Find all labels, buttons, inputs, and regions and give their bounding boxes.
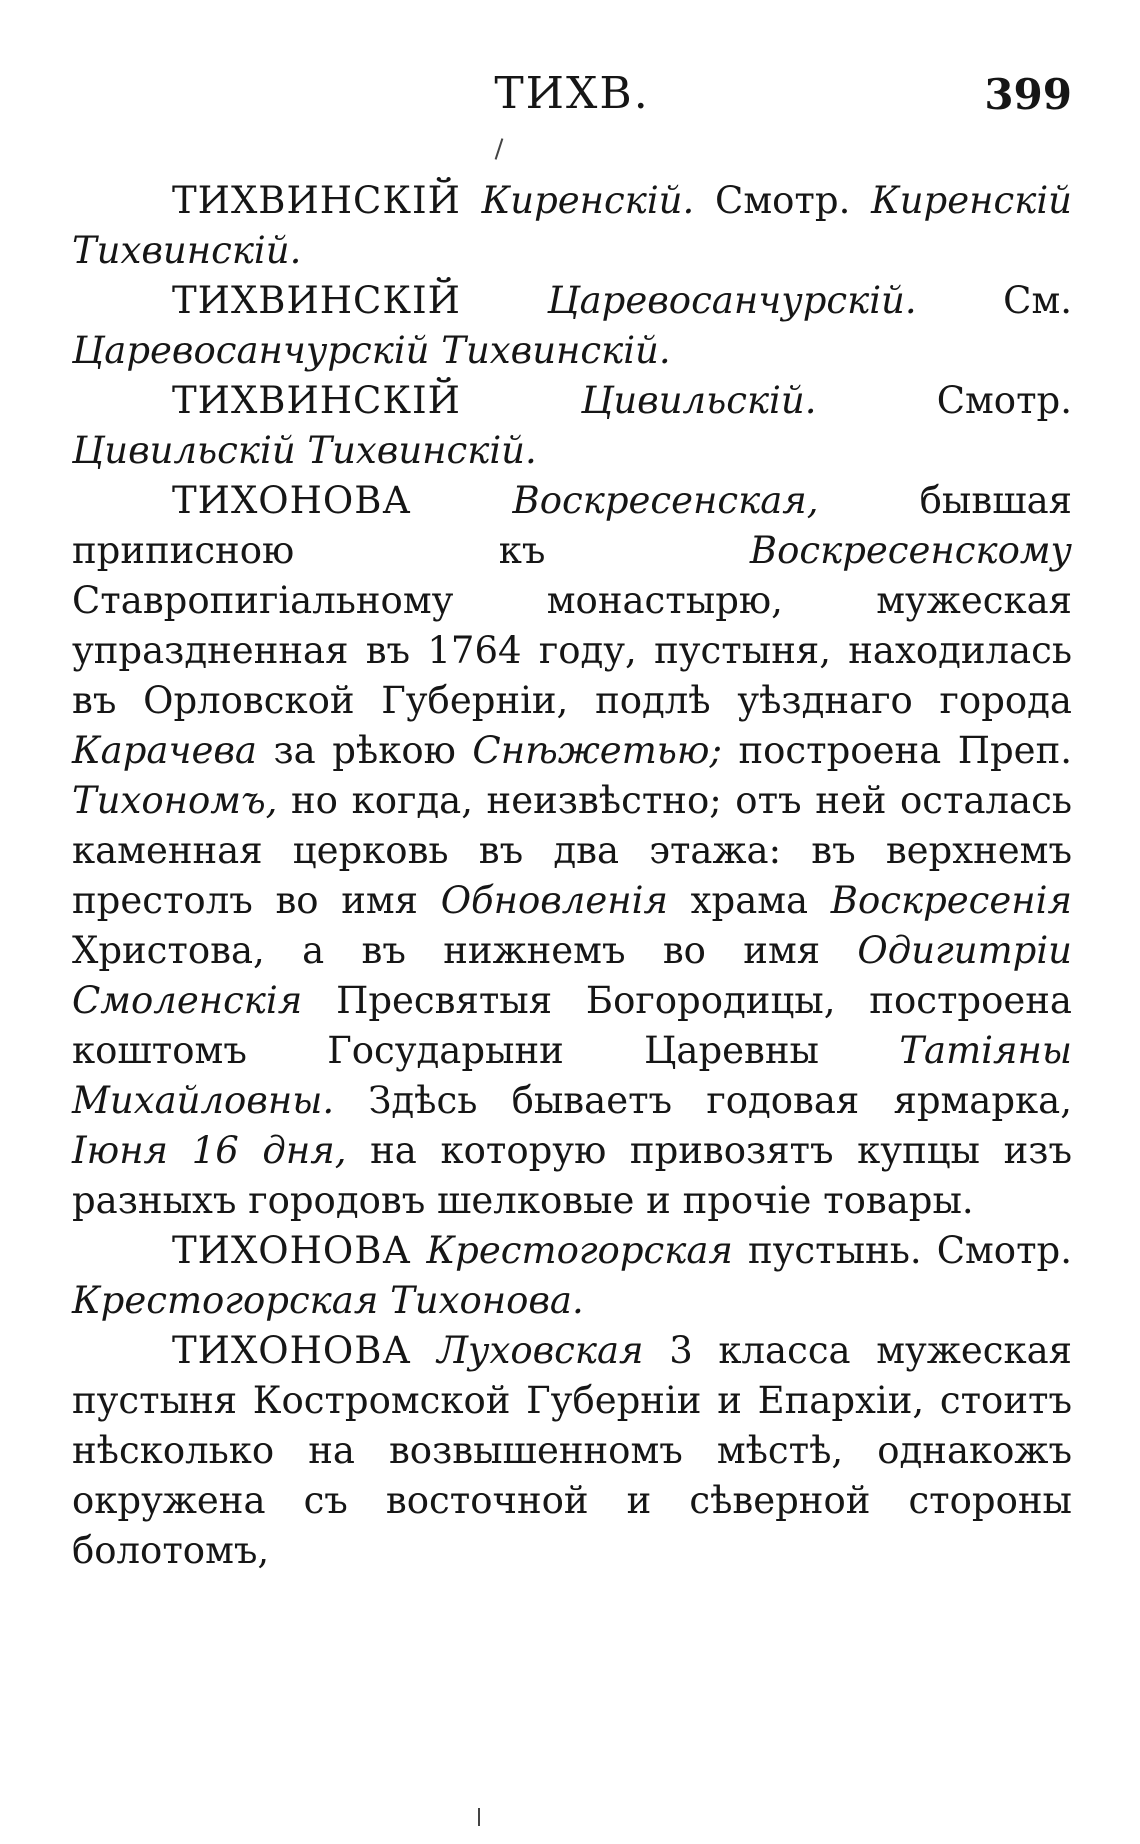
entry-italic-3: Карачева [72,729,257,772]
entry-tikhvinsky-tsarevosanchursky [72,276,1072,376]
entry-text-1: пустынь. Смотр. [732,1229,1072,1272]
entry-italic-8: Одигитріи Смоленскія [72,929,1072,1022]
entry-text-9: Здѣсь бываетъ годовая ярмарка, [334,1079,1072,1122]
entry-tikhvinsky-tsivilsky [72,376,1072,476]
entry-text-6: храма [667,879,831,922]
entry-italic-7: Воскресенія [830,879,1072,922]
entry-text-1: Смотр. [816,379,1072,422]
entry-text-7: Христова, а въ нижнемъ во имя [72,929,858,972]
entry-text-5: но когда, неизвѣстно; отъ ней осталась каменная церковь въ два этажа: въ верхнемъ престолъ во имя [72,779,1072,922]
running-head [72,50,1072,136]
entry-italic-4: Снѣжетью; [472,729,722,772]
print-speck [478,1808,480,1826]
entry-tikhonova-lukhovskaya [72,1326,1072,1576]
entry-text-10: на которую привозятъ купцы изъ разныхъ городовъ шелковые и прочіе товары. [72,1129,1072,1222]
entry-tikhvinsky-kirensky [72,176,1072,276]
page-text [72,176,1072,1576]
running-head-word: ТИХВ. [494,68,650,119]
entry-italic-2: Цивильскій Тихвинскій. [72,429,537,472]
entry-italic-1: Царевосанчурскій. [547,279,917,322]
entry-text-3: за рѣкою [256,729,473,772]
entry-italic-10: Іюня 16 дня, [72,1129,347,1172]
entry-italic-9: Татіяны Михайловны. [72,1029,1072,1122]
entry-headword: ТИХВИНСКІЙ [172,279,461,322]
entry-text-2: Ставропигіальному монастырю, мужеская упраздненная въ 1764 году, пустыня, находилась въ Орловской Губерніи, подлѣ уѣзднаго города [72,579,1072,722]
entry-text-1: бывшая приписною къ [72,479,1072,572]
entry-italic-6: Обновленія [440,879,668,922]
entry-italic-5: Тихономъ, [72,779,278,822]
entry-italic-2: Киренскій Тихвинскій. [72,179,1072,272]
book-page [72,50,1072,1810]
entry-italic-1: Киренскій. [481,179,695,222]
entry-italic-1: Луховская [437,1329,644,1372]
entry-text-8: Пресвятыя Богородицы, построена коштомъ Государыни Царевны [72,979,1072,1072]
entry-headword: ТИХВИНСКІЙ [172,179,461,222]
entry-headword: ТИХОНОВА [172,1229,412,1272]
page-number: 399 [984,70,1072,119]
entry-headword: ТИХОНОВА [172,479,412,522]
entry-text-1: 3 класса мужеская пустыня Костромской Губерніи и Епархіи, стоитъ нѣсколько на возвышенномъ мѣстѣ, однакожъ окружена съ восточной и сѣверной стороны болотомъ, [72,1329,1073,1572]
entry-tikhonova-voskresenskaya [72,476,1072,1226]
entry-headword: ТИХВИНСКІЙ [172,379,461,422]
entry-text-1: Смотр. [694,179,872,222]
entry-italic-2: Воскресенскому [749,529,1072,572]
entry-tikhonova-krestogorskaya [72,1226,1072,1326]
entry-italic-1: Крестогорская [426,1229,733,1272]
entry-text-1: См. [916,279,1072,322]
entry-italic-2: Царевосанчурскій Тихвинскій. [72,329,671,372]
entry-text-4: построена Преп. [721,729,1073,772]
entry-headword: ТИХОНОВА [172,1329,412,1372]
entry-italic-1: Цивильскій. [581,379,817,422]
entry-italic-2: Крестогорская Тихонова. [72,1279,584,1322]
entry-italic-1: Воскресенская, [512,479,819,522]
